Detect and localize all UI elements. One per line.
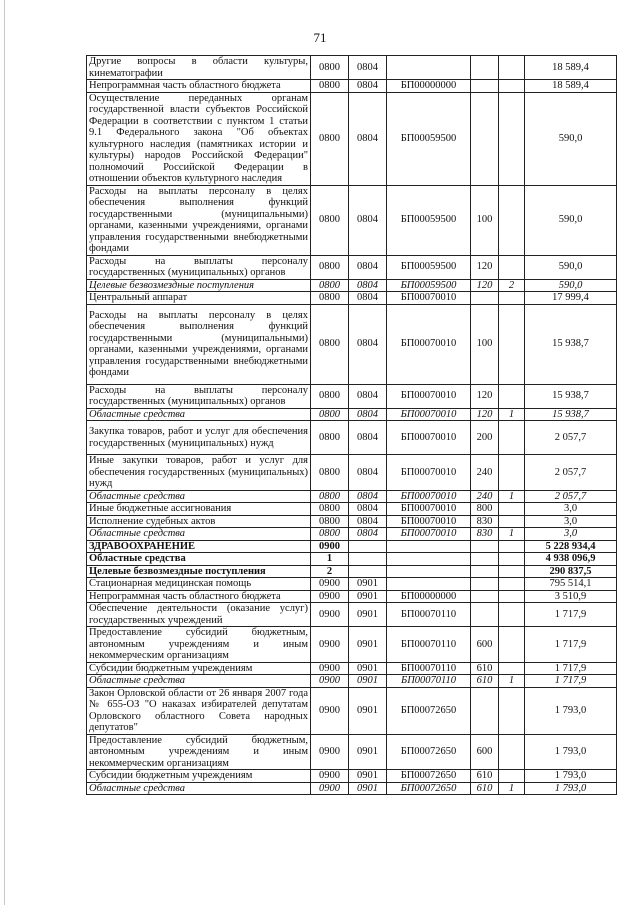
row-amount: 5 228 934,4: [525, 540, 617, 553]
table-row: [87, 675, 617, 688]
row-section: 0900: [311, 590, 349, 603]
row-subsection: [349, 540, 387, 553]
row-funding-source: [499, 384, 525, 408]
row-expense-type: [471, 565, 499, 578]
row-expense-type: 100: [471, 304, 499, 384]
row-expense-type: 240: [471, 455, 499, 491]
row-expense-type: [471, 553, 499, 566]
row-target-article: БП00000000: [387, 80, 471, 93]
row-expense-type: 830: [471, 528, 499, 541]
budget-table: [86, 55, 617, 795]
row-funding-source: [499, 553, 525, 566]
row-target-article: БП00070010: [387, 384, 471, 408]
row-name: Осуществление переданных органам государственной власти субъектов Российской Федерации в соответствии с пунктом 1 статьи 9.1 Федерального закона "Об объектах культурного наследия (памятниках истории и культуры) народов Российской Федерации" полномочий Российской Федерации в отношении объектов культурного наследия: [87, 92, 311, 185]
row-amount: 590,0: [525, 279, 617, 292]
row-name: Областные средства: [87, 782, 311, 795]
row-target-article: БП00070110: [387, 603, 471, 627]
row-amount: 4 938 096,9: [525, 553, 617, 566]
table-row: [87, 92, 617, 185]
row-subsection: 0901: [349, 734, 387, 770]
row-funding-source: [499, 292, 525, 305]
row-amount: 2 057,7: [525, 421, 617, 455]
row-subsection: 0804: [349, 80, 387, 93]
row-target-article: БП00070110: [387, 627, 471, 663]
row-subsection: 0901: [349, 675, 387, 688]
row-subsection: 0901: [349, 578, 387, 591]
row-subsection: 0901: [349, 687, 387, 734]
table-row: [87, 734, 617, 770]
row-amount: 1 717,9: [525, 627, 617, 663]
row-section: 0900: [311, 662, 349, 675]
table-row: [87, 515, 617, 528]
row-expense-type: [471, 292, 499, 305]
row-funding-source: [499, 515, 525, 528]
row-expense-type: 830: [471, 515, 499, 528]
row-amount: 1 793,0: [525, 687, 617, 734]
row-expense-type: 610: [471, 662, 499, 675]
row-expense-type: 100: [471, 185, 499, 255]
row-name: Областные средства: [87, 408, 311, 421]
row-target-article: [387, 578, 471, 591]
row-section: 0800: [311, 56, 349, 80]
row-expense-type: [471, 578, 499, 591]
table-row: [87, 782, 617, 795]
row-subsection: 0804: [349, 455, 387, 491]
row-name: Непрограммная часть областного бюджета: [87, 590, 311, 603]
row-subsection: 0804: [349, 304, 387, 384]
row-target-article: БП00070010: [387, 421, 471, 455]
row-subsection: 0804: [349, 292, 387, 305]
row-funding-source: 1: [499, 675, 525, 688]
table-row: [87, 578, 617, 591]
row-expense-type: 120: [471, 279, 499, 292]
row-amount: 795 514,1: [525, 578, 617, 591]
row-funding-source: [499, 687, 525, 734]
row-target-article: БП00070010: [387, 528, 471, 541]
row-section: 0900: [311, 770, 349, 783]
row-funding-source: 1: [499, 490, 525, 503]
row-funding-source: [499, 734, 525, 770]
row-amount: 1 717,9: [525, 675, 617, 688]
row-target-article: БП00070010: [387, 455, 471, 491]
row-name: Иные закупки товаров, работ и услуг для обеспечения государственных (муниципальных) нужд: [87, 455, 311, 491]
row-subsection: 0804: [349, 56, 387, 80]
row-amount: 3,0: [525, 503, 617, 516]
row-amount: 3,0: [525, 515, 617, 528]
row-funding-source: 1: [499, 782, 525, 795]
row-section: 2: [311, 565, 349, 578]
row-amount: 3 510,9: [525, 590, 617, 603]
row-name: Областные средства: [87, 675, 311, 688]
row-funding-source: 1: [499, 528, 525, 541]
row-subsection: 0901: [349, 782, 387, 795]
row-target-article: БП00059500: [387, 185, 471, 255]
row-name: Непрограммная часть областного бюджета: [87, 80, 311, 93]
table-row: [87, 408, 617, 421]
row-name: Предоставление субсидий бюджетным, автономным учреждениям и иным некоммерческим организациям: [87, 734, 311, 770]
row-subsection: 0804: [349, 490, 387, 503]
row-subsection: 0804: [349, 515, 387, 528]
row-target-article: [387, 553, 471, 566]
row-expense-type: 600: [471, 627, 499, 663]
row-funding-source: [499, 603, 525, 627]
row-target-article: БП00059500: [387, 279, 471, 292]
row-name: Областные средства: [87, 490, 311, 503]
table-row: [87, 292, 617, 305]
row-target-article: БП00072650: [387, 770, 471, 783]
row-funding-source: [499, 578, 525, 591]
table-row: [87, 279, 617, 292]
row-name: Стационарная медицинская помощь: [87, 578, 311, 591]
row-amount: 3,0: [525, 528, 617, 541]
budget-table-body: [87, 56, 617, 795]
row-expense-type: [471, 590, 499, 603]
row-amount: 590,0: [525, 255, 617, 279]
row-target-article: БП00070010: [387, 515, 471, 528]
row-section: 0900: [311, 687, 349, 734]
row-amount: 590,0: [525, 185, 617, 255]
row-amount: 18 589,4: [525, 56, 617, 80]
row-amount: 2 057,7: [525, 490, 617, 503]
row-amount: 15 938,7: [525, 304, 617, 384]
row-subsection: 0804: [349, 408, 387, 421]
row-name: Расходы на выплаты персоналу государственных (муниципальных) органов: [87, 255, 311, 279]
row-funding-source: 2: [499, 279, 525, 292]
row-subsection: 0901: [349, 627, 387, 663]
row-subsection: [349, 565, 387, 578]
table-row: [87, 565, 617, 578]
table-row: [87, 421, 617, 455]
row-funding-source: [499, 770, 525, 783]
row-target-article: БП00072650: [387, 782, 471, 795]
row-expense-type: [471, 687, 499, 734]
table-row: [87, 185, 617, 255]
row-expense-type: [471, 603, 499, 627]
row-amount: 1 717,9: [525, 662, 617, 675]
row-name: Предоставление субсидий бюджетным, автономным учреждениям и иным некоммерческим организациям: [87, 627, 311, 663]
table-row: [87, 770, 617, 783]
row-amount: 18 589,4: [525, 80, 617, 93]
table-row: [87, 662, 617, 675]
row-name: Субсидии бюджетным учреждениям: [87, 662, 311, 675]
row-amount: 1 717,9: [525, 603, 617, 627]
row-name: Центральный аппарат: [87, 292, 311, 305]
row-section: 0800: [311, 185, 349, 255]
table-row: [87, 528, 617, 541]
row-section: 0900: [311, 578, 349, 591]
table-row: [87, 80, 617, 93]
table-row: [87, 255, 617, 279]
row-expense-type: 120: [471, 408, 499, 421]
row-section: 0900: [311, 603, 349, 627]
row-section: 0800: [311, 384, 349, 408]
row-section: 0800: [311, 408, 349, 421]
row-amount: 1 793,0: [525, 734, 617, 770]
table-row: [87, 56, 617, 80]
row-target-article: БП00070010: [387, 490, 471, 503]
row-subsection: 0901: [349, 662, 387, 675]
row-target-article: БП00059500: [387, 255, 471, 279]
row-name: Другие вопросы в области культуры, кинематографии: [87, 56, 311, 80]
row-funding-source: [499, 92, 525, 185]
row-section: 0800: [311, 279, 349, 292]
row-funding-source: [499, 80, 525, 93]
row-section: 0800: [311, 515, 349, 528]
row-target-article: БП00070010: [387, 408, 471, 421]
row-name: Иные бюджетные ассигнования: [87, 503, 311, 516]
row-expense-type: [471, 80, 499, 93]
row-expense-type: 610: [471, 782, 499, 795]
table-row: [87, 503, 617, 516]
row-amount: 1 793,0: [525, 770, 617, 783]
row-name: ЗДРАВООХРАНЕНИЕ: [87, 540, 311, 553]
row-section: 0800: [311, 490, 349, 503]
table-row: [87, 455, 617, 491]
table-row: [87, 304, 617, 384]
row-target-article: БП00000000: [387, 590, 471, 603]
row-expense-type: 610: [471, 770, 499, 783]
row-section: 0800: [311, 421, 349, 455]
row-section: 0900: [311, 782, 349, 795]
row-target-article: БП00070010: [387, 503, 471, 516]
row-section: 0900: [311, 734, 349, 770]
row-expense-type: 610: [471, 675, 499, 688]
row-target-article: БП00072650: [387, 734, 471, 770]
row-section: 0800: [311, 292, 349, 305]
row-target-article: [387, 56, 471, 80]
row-funding-source: [499, 662, 525, 675]
row-name: Субсидии бюджетным учреждениям: [87, 770, 311, 783]
row-subsection: 0804: [349, 255, 387, 279]
row-section: 0800: [311, 455, 349, 491]
row-target-article: БП00070110: [387, 662, 471, 675]
page-number: 71: [313, 30, 327, 45]
row-target-article: БП00070110: [387, 675, 471, 688]
row-funding-source: [499, 455, 525, 491]
row-amount: 17 999,4: [525, 292, 617, 305]
row-amount: 290 837,5: [525, 565, 617, 578]
row-name: Целевые безвозмездные поступления: [87, 279, 311, 292]
row-subsection: 0804: [349, 503, 387, 516]
row-name: Целевые безвозмездные поступления: [87, 565, 311, 578]
row-name: Закон Орловской области от 26 января 2007 года № 655-ОЗ "О наказах избирателей депутатам Орловского областного Совета народных депутатов": [87, 687, 311, 734]
table-row: [87, 553, 617, 566]
row-amount: 2 057,7: [525, 455, 617, 491]
row-subsection: 0901: [349, 590, 387, 603]
row-section: 0800: [311, 80, 349, 93]
row-target-article: БП00070010: [387, 304, 471, 384]
row-name: Расходы на выплаты персоналу государственных (муниципальных) органов: [87, 384, 311, 408]
row-expense-type: 240: [471, 490, 499, 503]
row-target-article: БП00072650: [387, 687, 471, 734]
row-name: Закупка товаров, работ и услуг для обеспечения государственных (муниципальных) нужд: [87, 421, 311, 455]
row-name: Расходы на выплаты персоналу в целях обеспечения выполнения функций государственными (муниципальными) органами, казенными учреждениями, органами управления государственными внебюджетными фондами: [87, 304, 311, 384]
row-name: Областные средства: [87, 553, 311, 566]
row-target-article: БП00070010: [387, 292, 471, 305]
row-target-article: [387, 565, 471, 578]
table-row: [87, 590, 617, 603]
row-subsection: [349, 553, 387, 566]
row-funding-source: [499, 185, 525, 255]
table-row: [87, 540, 617, 553]
table-row: [87, 490, 617, 503]
row-subsection: 0804: [349, 528, 387, 541]
row-funding-source: [499, 565, 525, 578]
scan-edge-line: [4, 0, 5, 905]
row-section: 0800: [311, 255, 349, 279]
table-row: [87, 384, 617, 408]
row-name: Исполнение судебных актов: [87, 515, 311, 528]
row-expense-type: 600: [471, 734, 499, 770]
row-subsection: 0804: [349, 185, 387, 255]
row-subsection: 0804: [349, 384, 387, 408]
row-target-article: [387, 540, 471, 553]
row-amount: 1 793,0: [525, 782, 617, 795]
row-funding-source: [499, 421, 525, 455]
row-section: 0800: [311, 528, 349, 541]
row-section: 0800: [311, 92, 349, 185]
row-amount: 15 938,7: [525, 408, 617, 421]
row-expense-type: 120: [471, 384, 499, 408]
row-section: 0900: [311, 627, 349, 663]
row-section: 1: [311, 553, 349, 566]
row-expense-type: [471, 56, 499, 80]
row-expense-type: 120: [471, 255, 499, 279]
row-funding-source: [499, 304, 525, 384]
row-section: 0800: [311, 304, 349, 384]
row-amount: 15 938,7: [525, 384, 617, 408]
row-subsection: 0901: [349, 770, 387, 783]
row-section: 0800: [311, 503, 349, 516]
row-funding-source: 1: [499, 408, 525, 421]
row-funding-source: [499, 503, 525, 516]
row-expense-type: [471, 540, 499, 553]
row-funding-source: [499, 56, 525, 80]
row-amount: 590,0: [525, 92, 617, 185]
row-name: Обеспечение деятельности (оказание услуг) государственных учреждений: [87, 603, 311, 627]
row-subsection: 0804: [349, 421, 387, 455]
row-subsection: 0901: [349, 603, 387, 627]
row-section: 0900: [311, 540, 349, 553]
row-funding-source: [499, 627, 525, 663]
row-funding-source: [499, 540, 525, 553]
row-funding-source: [499, 255, 525, 279]
row-expense-type: [471, 92, 499, 185]
row-name: Расходы на выплаты персоналу в целях обеспечения выполнения функций государственными (муниципальными) органами, казенными учреждениями, органами управления государственными внебюджетными фондами: [87, 185, 311, 255]
table-row: [87, 603, 617, 627]
row-target-article: БП00059500: [387, 92, 471, 185]
row-section: 0900: [311, 675, 349, 688]
row-expense-type: 200: [471, 421, 499, 455]
row-expense-type: 800: [471, 503, 499, 516]
table-row: [87, 687, 617, 734]
row-name: Областные средства: [87, 528, 311, 541]
row-subsection: 0804: [349, 92, 387, 185]
table-row: [87, 627, 617, 663]
row-funding-source: [499, 590, 525, 603]
row-subsection: 0804: [349, 279, 387, 292]
